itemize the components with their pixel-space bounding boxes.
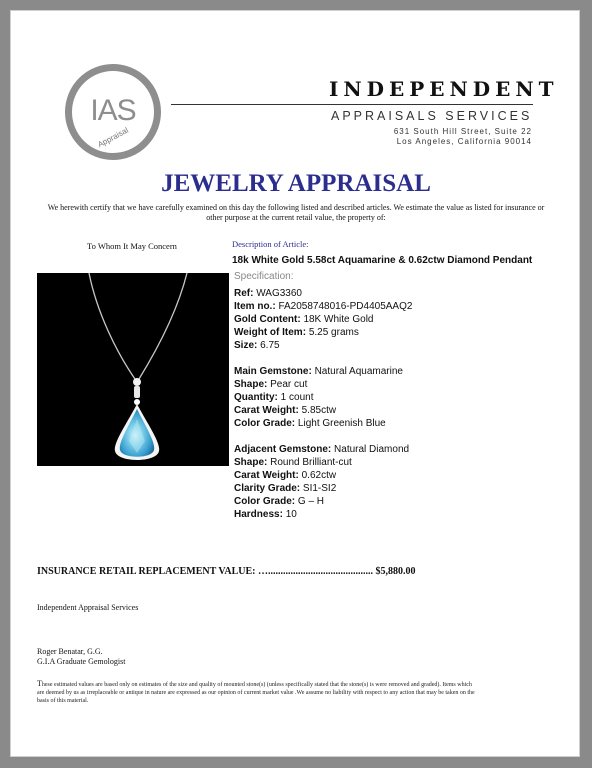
spec-main-color: Color Grade: Light Greenish Blue	[234, 418, 386, 429]
spec-item-no: Item no.: FA2058748016-PD4405AAQ2	[234, 301, 413, 312]
description-label: Description of Article:	[232, 239, 309, 249]
spec-main-carat: Carat Weight: 5.85ctw	[234, 405, 337, 416]
spec-adjacent-color: Color Grade: G – H	[234, 496, 325, 507]
certification-intro: We herewith certify that we have carefully examined on this day the following listed and described articles. We estimate the value as listed for insurance or other purpose at the current retail value, the property of:	[47, 203, 545, 222]
spec-adjacent-hardness: Hardness: 10	[234, 509, 297, 520]
pendant-photo	[37, 273, 229, 466]
spec-adjacent-gemstone: Adjacent Gemstone: Natural Diamond	[234, 444, 410, 455]
company-address	[394, 127, 532, 147]
logo-subtext: Appraisal	[96, 125, 130, 150]
appraisal-document	[10, 10, 580, 757]
address-line-1: 631 South Hill Street, Suite 22	[393, 127, 532, 136]
disclaimer-initial: T	[37, 679, 42, 688]
spec-gold-content: Gold Content: 18K White Gold	[234, 314, 374, 325]
document-title: JEWELRY APPRAISAL	[161, 170, 431, 197]
item-title: 18k White Gold 5.58ct Aquamarine & 0.62ctw Diamond Pendant	[232, 255, 533, 266]
spec-adjacent-carat: Carat Weight: 0.62ctw	[234, 470, 337, 481]
pendant-image	[37, 273, 229, 466]
spec-main-gemstone: Main Gemstone: Natural Aquamarine	[234, 366, 403, 377]
signer-title: G.I.A Graduate Gemologist	[37, 657, 126, 666]
address-line-2: Los Angeles, California 90014	[396, 137, 532, 146]
disclaimer	[37, 680, 477, 705]
logo-text: IAS	[90, 94, 136, 127]
recipient: To Whom It May Concern	[87, 241, 177, 251]
spec-size: Size: 6.75	[234, 340, 280, 351]
spec-gap	[234, 352, 412, 365]
signer-block	[37, 647, 125, 667]
spec-main-shape: Shape: Pear cut	[234, 379, 308, 390]
signer-name: Roger Benatar, G.G.	[37, 647, 103, 656]
specification-list	[234, 287, 412, 521]
insurance-value: INSURANCE RETAIL REPLACEMENT VALUE: ….......................................... $5,880.00	[37, 566, 416, 577]
spec-main-quantity: Quantity: 1 count	[234, 392, 314, 403]
specification-label: Specification:	[234, 271, 294, 282]
company-subtitle: APPRAISALS SERVICES	[331, 109, 533, 123]
disclaimer-text: hese estimated values are based only on estimates of the size and quality of mounted stone(s) (unless specifically stated that the stone(s) is were removed and graded). Items which are deemed by us as irreplaceable or antique in nature are expressed as our opinion of current market value .We assume no liability with respect to any action that may be taken on the basis of this material.	[37, 682, 475, 704]
spec-adjacent-clarity: Clarity Grade: SI1-SI2	[234, 483, 337, 494]
company-name: INDEPENDENT	[329, 77, 559, 101]
spec-weight: Weight of Item: 5.25 grams	[234, 327, 359, 338]
footer-company: Independent Appraisal Services	[37, 603, 139, 612]
spec-ref: Ref: WAG3360	[234, 288, 302, 299]
spec-adjacent-shape: Shape: Round Brilliant-cut	[234, 457, 352, 468]
company-logo	[65, 64, 161, 160]
header-divider	[171, 104, 533, 105]
spec-gap	[234, 430, 412, 443]
